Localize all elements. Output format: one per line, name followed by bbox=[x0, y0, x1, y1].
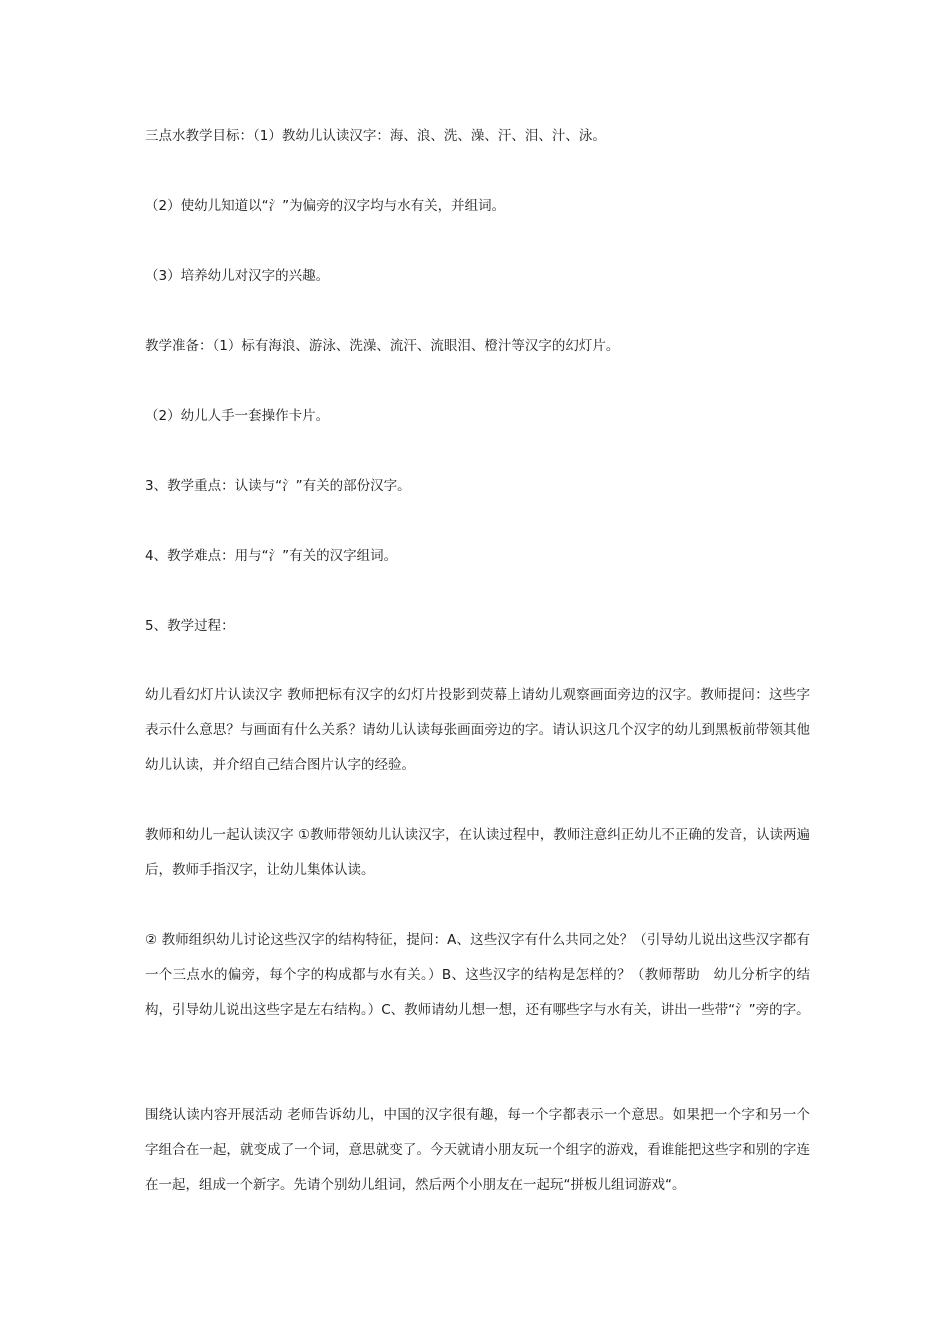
process-step-structure-discussion: ② 教师组织幼儿讨论这些汉字的结构特征，提问：A、这些汉字有什么共同之处？（引导幼儿说出这些汉字都有一个三点水的偏旁，每个字的构成都与水有关。）B、这些汉字的结构是怎样的？（教师帮助 幼儿分析字的结构，引导幼儿说出这些字是左右结构。）C、教师请幼儿想一想，还有哪些字与水有关，讲出一些带“氵”旁的字。 bbox=[145, 932, 810, 1018]
teaching-preparation-2: （2）幼儿人手一套操作卡片。 bbox=[145, 408, 330, 424]
teaching-difficulty: 4、教学难点：用与“氵”有关的汉字组词。 bbox=[145, 548, 398, 564]
teaching-focus: 3、教学重点：认读与“氵”有关的部份汉字。 bbox=[145, 478, 411, 494]
teaching-goals-1: 三点水教学目标：（1）教幼儿认读汉字：海、浪、洗、澡、汗、泪、汁、泳。 bbox=[145, 128, 606, 144]
process-step-activity: 围绕认读内容开展活动 老师告诉幼儿，中国的汉字很有趣，每一个字都表示一个意思。如果把一个字和另一个字组合在一起，就变成了一个词，意思就变了。今天就请小朋友玩一个组字的游戏，看谁能把这些字和别的字连在一起，组成一个新字。先请个别幼儿组词，然后两个小朋友在一起玩“拼板儿组词游戏“。 bbox=[145, 1107, 810, 1193]
process-step-read-together: 教师和幼儿一起认读汉字 ①教师带领幼儿认读汉字，在认读过程中，教师注意纠正幼儿不正确的发音，认读两遍后，教师手指汉字，让幼儿集体认读。 bbox=[145, 827, 810, 878]
teaching-goals-2: （2）使幼儿知道以“氵”为偏旁的汉字均与水有关，并组词。 bbox=[145, 198, 506, 214]
teaching-goals-3: （3）培养幼儿对汉字的兴趣。 bbox=[145, 268, 330, 284]
teaching-process-heading: 5、教学过程： bbox=[145, 618, 235, 634]
teaching-preparation-1: 教学准备：（1）标有海浪、游泳、洗澡、流汗、流眼泪、橙汁等汉字的幻灯片。 bbox=[145, 338, 620, 354]
process-step-slides: 幼儿看幻灯片认读汉字 教师把标有汉字的幻灯片投影到荧幕上请幼儿观察画面旁边的汉字。教师提问：这些字表示什么意思？与画面有什么关系？请幼儿认读每张画面旁边的字。请认识这几个汉字的幼儿到黑板前带领其他幼儿认读，并介绍自己结合图片认字的经验。 bbox=[145, 687, 810, 773]
